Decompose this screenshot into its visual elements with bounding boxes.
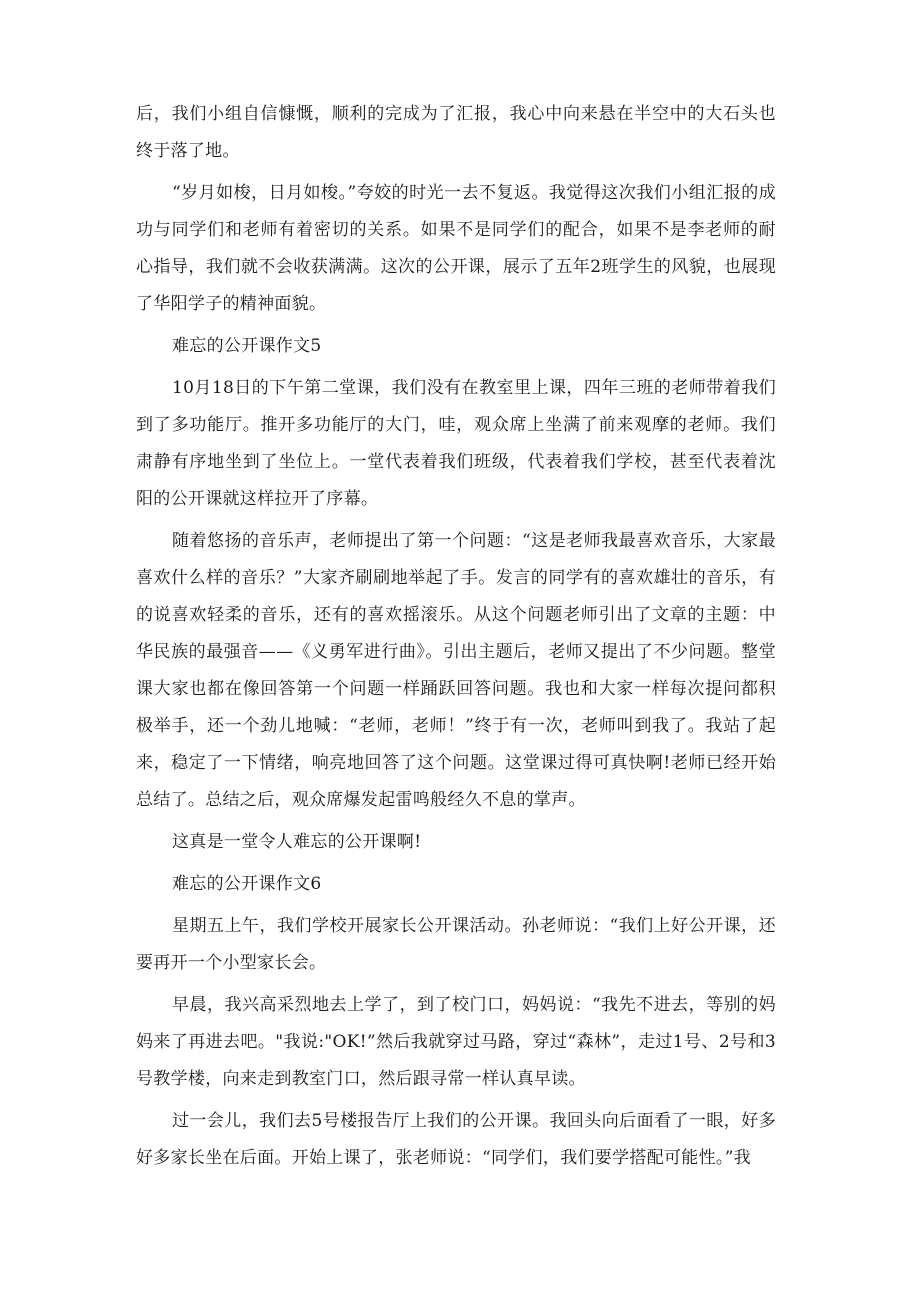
essay-6-title: 难忘的公开课作文6: [172, 874, 322, 894]
essay-5-title: 难忘的公开课作文5: [172, 336, 322, 356]
paragraph-essay6-class: 过一会儿，我们去5号楼报告厅上我们的公开课。我回头向后面看了一眼，好多好多家长坐在后面。开始上课了，张老师说：“同学们，我们要学搭配可能性。”我: [136, 1111, 776, 1168]
paragraph-reflection: “岁月如梭，日月如梭。”夸姣的时光一去不复返。我觉得这次我们小组汇报的成功与同学们和老师有着密切的关系。如果不是同学们的配合，如果不是李老师的耐心指导，我们就不会收获满满。这次的公开课，展示了五年2班学生的风貌，也展现了华阳学子的精神面貌。: [136, 183, 776, 314]
paragraph-essay6-morning: 早晨，我兴高采烈地去上学了，到了校门口，妈妈说：“我先不进去，等别的妈妈来了再进去吧。"我说:"OK!”然后我就穿过马路，穿过“森林”，走过1号、2号和3号教学楼，向来走到教室门口，然后跟寻常一样认真早读。: [136, 995, 776, 1089]
paragraph-essay6-intro: 星期五上午，我们学校开展家长公开课活动。孙老师说：“我们上好公开课，还要再开一个小型家长会。: [136, 916, 776, 973]
paragraph-continuation: 后，我们小组自信慷慨，顺利的完成为了汇报，我心中向来悬在半空中的大石头也终于落了地。: [136, 104, 776, 161]
document-body: [136, 96, 776, 1177]
paragraph-essay5-intro: 10月18日的下午第二堂课，我们没有在教室里上课，四年三班的老师带着我们到了多功能厅。推开多功能厅的大门，哇，观众席上坐满了前来观摩的老师。我们肃静有序地坐到了坐位上。一堂代表着我们班级，代表着我们学校，甚至代表着沈阳的公开课就这样拉开了序幕。: [136, 378, 776, 509]
paragraph-essay5-body: 随着悠扬的音乐声，老师提出了第一个问题：“这是老师我最喜欢音乐，大家最喜欢什么样的音乐？”大家齐刷刷地举起了手。发言的同学有的喜欢雄壮的音乐，有的说喜欢轻柔的音乐，还有的喜欢摇滚乐。从这个问题老师引出了文章的主题：中华民族的最强音——《义勇军进行曲》。引出主题后，老师又提出了不少问题。整堂课大家也都在像回答第一个问题一样踊跃回答问题。我也和大家一样每次提问都积极举手，还一个劲儿地喊：“老师，老师！”终于有一次，老师叫到我了。我站了起来，稳定了一下情绪，响亮地回答了这个问题。这堂课过得可真快啊!老师已经开始总结了。总结之后，观众席爆发起雷鸣般经久不息的掌声。: [136, 531, 776, 810]
paragraph-essay5-conclusion: 这真是一堂令人难忘的公开课啊!: [172, 832, 422, 852]
